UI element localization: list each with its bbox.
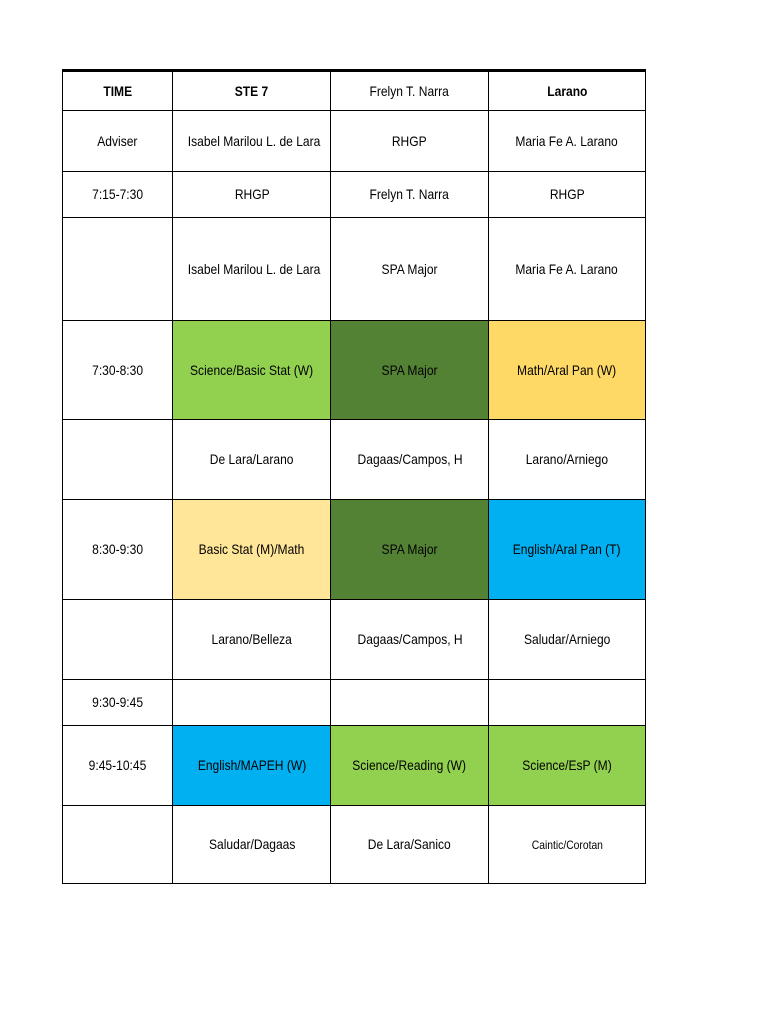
time-cell [63,806,173,884]
table-cell [173,680,331,726]
table-cell: Isabel Marilou L. de Lara [173,218,331,321]
table-cell: Frelyn T. Narra [331,172,488,218]
time-cell [63,600,173,680]
subject-cell: SPA Major [331,321,488,420]
time-cell: 9:30-9:45 [63,680,173,726]
table-cell [331,680,488,726]
subject-cell: Science/Basic Stat (W) [173,321,331,420]
time-cell: 8:30-9:30 [63,500,173,600]
time-cell: 7:30-8:30 [63,321,173,420]
table-row [63,218,646,321]
table-cell: Maria Fe A. Larano [488,111,645,172]
subject-cell: Science/EsP (M) [488,726,645,806]
subject-cell: Basic Stat (M)/Math [173,500,331,600]
class-schedule-table [62,69,646,884]
table-row [63,680,646,726]
teacher-cell: De Lara/Larano [173,420,331,500]
header-cell-section: STE 7 [173,71,331,111]
subject-cell: SPA Major [331,500,488,600]
teacher-cell: Saludar/Dagaas [173,806,331,884]
table-cell: RHGP [173,172,331,218]
table-cell: SPA Major [331,218,488,321]
teacher-cell: Saludar/Arniego [488,600,645,680]
table-row [63,321,646,420]
table-cell: RHGP [331,111,488,172]
time-cell: 9:45-10:45 [63,726,173,806]
table-cell [488,680,645,726]
teacher-cell: Caintic/Corotan [488,806,645,884]
table-row [63,806,646,884]
header-cell-teacher: Frelyn T. Narra [331,71,488,111]
table-row [63,172,646,218]
teacher-cell: Larano/Belleza [173,600,331,680]
table-row [63,420,646,500]
teacher-cell: De Lara/Sanico [331,806,488,884]
table-row [63,726,646,806]
subject-cell: Math/Aral Pan (W) [488,321,645,420]
time-cell: 7:15-7:30 [63,172,173,218]
subject-cell: English/Aral Pan (T) [488,500,645,600]
table-cell: Isabel Marilou L. de Lara [173,111,331,172]
subject-cell: English/MAPEH (W) [173,726,331,806]
teacher-cell: Larano/Arniego [488,420,645,500]
header-row [63,71,646,111]
time-cell [63,218,173,321]
table-row [63,111,646,172]
table-row [63,500,646,600]
header-cell-time: TIME [63,71,173,111]
subject-cell: Science/Reading (W) [331,726,488,806]
teacher-cell: Dagaas/Campos, H [331,420,488,500]
table-cell: RHGP [488,172,645,218]
table-row [63,600,646,680]
time-cell: Adviser [63,111,173,172]
time-cell [63,420,173,500]
header-cell-larano: Larano [488,71,645,111]
teacher-cell: Dagaas/Campos, H [331,600,488,680]
table-cell: Maria Fe A. Larano [488,218,645,321]
